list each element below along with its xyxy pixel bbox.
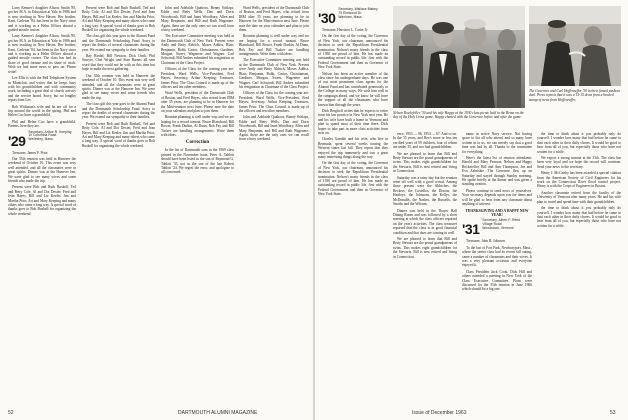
treasurer: Treasurer, James F. Prior	[12, 150, 48, 155]
right-col-4	[537, 132, 621, 400]
right-col-3	[462, 132, 532, 400]
right-running-footer: Issue of December 1963	[412, 410, 467, 416]
closing-line: THANKSGIVING AND A HAPPY NEW YEAR!	[465, 208, 529, 217]
secretary-name: Secretary, Arthur R. Keeping	[28, 129, 72, 134]
paragraph: We are pleased to learn that Bill and Betty Stewart are the proud grandparents of twins. This makes eight grandchildren for the Stewarts. Bill is now retired and living in Connecticut.	[393, 151, 457, 174]
paragraph: Nelson has been an active member of the class since his undergraduate days. He was one of our most prominent class agents for the Alumni Fund and has contributed generously to the College in many ways. We wish him well in the campaign ahead, and we know he will have the support of all the classmates who have known him through the years.	[318, 71, 388, 107]
caption-rockefeller: Nelson Rockefeller '30 and his wife Happy at the 1930 class picnic held in the Bema on the day of the Holy Cross game. Happy chatted with the Governor before and after the game.	[393, 111, 525, 120]
photo-rockefeller-image	[393, 6, 525, 108]
paragraph: Reunion planning is well under way and we are hoping for a record turnout. Bruce Blanchard, Bill Bower, Frank Durkin, Al Dunn, Bob Fay and Bill Tucker are handling arrangements. Write them with ideas.	[239, 34, 309, 57]
paragraph: Larry Kenner's daughter Alison, Smith '85, got her M.A. in Education at Yale in 1986 and is now teaching in New Haven. Her brother, Kent, Carleton '84, has been in the Navy since and is working as a Helm Officer aboard a guided missile cruiser.	[8, 6, 76, 33]
class-heading-29	[8, 131, 76, 149]
treasurer: Treasurer, Harrison L. Carter Jr.	[322, 28, 368, 32]
class-secretary-info	[338, 8, 377, 19]
paragraph: Ward Wells, president of the Dartmouth Club of Boston, and Fred Hayes, who retired from IBM after 35 years, are planning to be in Hanover for the Mini-reunion next June. Please note the date on your calendars and plan to join them.	[161, 91, 234, 113]
photo-pushcut-duel	[529, 6, 621, 86]
left-running-footer: DARTMOUTH ALUMNI MAGAZINE	[178, 410, 258, 416]
paragraph: the time to think about it you probably only do yourself. I wonder how many that had before he came to dust each other in their daily chores. It would be good to hear from all of you, but especially those who have not written for a while.	[537, 206, 621, 228]
correction-text: In the list of Dartmouth sons in the 1969 class printed in the November issue, Peter A. Tablott should have been listed as the son of Raymond G. Tablott '35, not as the son of the late Robert Tablott '24. We regret the error, and apologize to all concerned.	[161, 148, 234, 175]
secretary-address: Village Road	[482, 222, 502, 227]
paragraph: Class President Jack Cook, Dick Hill and others attended a meeting in New York of the Class Executive Committee. Plans were discussed for the 35th reunion in June 1966 which should be a big one.	[462, 269, 532, 292]
paragraph: Dick Berghoff writes that he expects to retire from his law practice in New York next year. He and his wife have built a home in Vermont and plan to spend most of their time there. Dick hopes to take part in more class activities from now on.	[318, 108, 388, 135]
class-year: '31	[462, 221, 480, 238]
secretary-city: Wellesley, Mass.	[28, 137, 54, 142]
secretary-address: 10 Columbia Road	[28, 133, 57, 138]
paragraph: Charles Gamble and his wife, who live in Bermuda, spent several weeks touring the Western states last fall. They report that they enjoyed the trip immensely and saw a great many interesting things along the way.	[318, 137, 388, 159]
paragraph: The Executive Committee meeting was held at the Dartmouth Club of New York. Present were Andy and Betty Aldrich, Moses Addiss, Blair, Benjamin, Bobb, Castor, Christiansen, Gardiner, Morgan, Sweet, Wagenere and Wagner. Carl Schwindt, Bill Andres submitted his resignation as Chairman of the Class Project.	[161, 34, 234, 65]
paragraph: Lee Ellis is with the Bell Telephone System in Montclair, and writes that he keeps busy with his grandchildren and with community work, including a great deal of church activity and the service board. Sorry, but no lengthy report from Lee.	[8, 76, 76, 103]
secretary-name: Secretary, Wallace Blakey	[338, 7, 378, 11]
paragraph: On the first day of the voting, the Governor of New York, our chairman, announced his decision to seek the Republican Presidential nomination. Nelson's many friends in the class of 1930 are proud of him. He has made an outstanding record in public life, first with the Federal Government and then as Governor of New York State.	[318, 161, 388, 197]
paragraph: Ward Wells, president of the Dartmouth Club of Boston, and Fred Hayes, who retired from IBM after 35 years, are planning to be in Hanover for the Mini-reunion next June. Please note the date on your calendars and plan to join them.	[239, 6, 309, 33]
paragraph: John and Adelaide Quaboos, Benny Schlaps, Eddie and Betty Wells, Dan and Doris Woodworth, Bill and Janet Woodbury, Allen and Mary Benjamin, and Bill and Ruth Wagenere. Again, these are the only ones we can recall from a busy weekend.	[161, 6, 234, 33]
class-secretary-info	[28, 131, 71, 142]
paragraph: Dinner was held in the Thayer Hall Dining Room and was followed by a short meeting at which the class officers reported on the year's activities. The class treasurer reported that the class is in good financial condition and that dues are coming in well.	[393, 208, 457, 235]
correction-heading: Correction	[185, 140, 210, 146]
left-page-number: 52	[8, 410, 14, 416]
class-heading-31	[462, 219, 532, 237]
paragraph: We are pleased to learn that Bill and Betty Stewart are the proud grandparents of twins. This makes eight grandchildren for the Stewarts. Bill is now retired and living in Connecticut.	[393, 236, 457, 259]
left-col-3	[161, 6, 234, 400]
left-col-4	[239, 6, 309, 400]
paragraph: John and Adelaide Quaboos, Benny Schlaps, Eddie and Betty Wells, Dan and Doris Woodworth, Bill and Janet Woodbury, Allen and Mary Benjamin, and Bill and Ruth Wagenere. Again, these are the only ones we can recall from a busy weekend.	[239, 115, 309, 142]
right-col-2	[393, 132, 457, 400]
paragraph: Ray Riedel, Bill Newton, Dick Orrik, Phil Sawyer, Chet Wright and Stan Barnes all sent word that they could not be with us this time but hope to make the next gathering.	[82, 54, 155, 72]
paragraph: Present were Bob and Ruth Buskell, Ted and Betty Cole, Al and Dot Dexter, Fred and Jean Hayes, Bill and Liz Keeler, Jim and Martha Prior, Art and Mary Keeping and many others who came a long way. A special word of thanks goes to Bob Buskell for organizing the whole weekend.	[8, 185, 76, 216]
paragraph: Larry Kenner's daughter Alison, Smith '85, got her M.A. in Education at Yale in 1986 and is now teaching in New Haven. Her brother, Kent, Carleton '84, has been in the Navy since and is working as a Helm Officer aboard a guided missile cruiser. The class has had its share of good fortune and its share of trials. Wish we had more news to pass on. Please write!	[8, 34, 76, 74]
paragraph: On the first day of the voting, the Governor of New York, our chairman, announced his decision to seek the Republican Presidential nomination. Nelson's many friends in the class of 1930 are proud of him. He has made an outstanding record in public life, first with the Federal Government and then as Governor of New York State.	[318, 34, 388, 70]
paragraph: Bob Wichman's wife and he are off for a trip around the world in the spring. Phil and Helen Coo have a grandchild.	[8, 104, 76, 118]
paragraph: Please continue to send news of yourselves. Your secretary depends upon you for items and will be glad to hear from any classmate about anything of interest.	[462, 188, 532, 207]
gutter	[313, 0, 315, 420]
secretary-city: Woodstock, Vermont	[482, 225, 514, 230]
paragraph: The class gift this year goes to the Alumni Fund and the Dartmouth Scholarship Fund. Sorry to report the deaths of several classmates during the year. We extend our sympathy to their families.	[82, 34, 155, 52]
class-heading-30	[318, 8, 388, 26]
photo-rockefeller-couple	[393, 6, 525, 108]
paragraph: ence, 1953 — 96, 1954 — 67. And so on. In the 35 years, and Bev's more or less ten verified years of 59 children, four of whom are under 35, and two had grandchildren.	[393, 132, 457, 150]
paragraph: Our 35th reunion was held in Hanover the weekend of October 10. This event was very well attended, and all the classmates were in great spirits. Dinner was at the Hanover Inn. We were glad to see many wives and some friends who made the trip.	[8, 156, 76, 183]
right-page-number: 53	[610, 410, 616, 416]
secretary-name: Secretary, Albert F. Reed	[482, 218, 521, 223]
secretary-city: Wenham, Mass.	[338, 14, 363, 19]
class-year: '29	[8, 132, 26, 149]
paragraph: We expect a strong turnout at the 35th. The class has been very loyal and we hope the record will continue. Send your news to the secretary.	[537, 156, 621, 169]
class-year: '30	[318, 10, 336, 26]
secretary-address: 79 Elmwood Dr.	[338, 10, 363, 15]
paragraph: The class gift this year goes to the Alumni Fund and the Dartmouth Scholarship Fund. Sorry to report the deaths of several classmates during the year. We extend our sympathy to their families.	[82, 102, 155, 120]
paragraph: To the last of Fort Park, Newburyport, Mass., where the senior class had its recent fall outing, came a number of classmates and their wives. It was a very pleasant occasion and everyone enjoyed it.	[462, 245, 532, 268]
treasurer: Treasurer, John R. Johnson	[466, 239, 505, 244]
class-secretary-info	[482, 219, 520, 230]
paragraph: Our 35th reunion was held in Hanover the weekend of October 10. This event was very well attended, and all the classmates were in great spirits. Dinner was at the Hanover Inn. We were glad to see many wives and some friends who made the trip.	[82, 73, 155, 100]
photo-pushcut-image	[529, 6, 621, 86]
paragraph: Phil and Helen Coo have a grandchild. Parents, here they are.	[8, 119, 76, 129]
paragraph: Officers of the Class for the coming year are: President, Ward Wells; Vice-President, Fred Hayes; Secretary, Arthur Keeping; Treasurer, James Prior. The Class Council is made up of the officers and ten other members.	[239, 91, 309, 113]
paragraph: Officers of the Class for the coming year are: President, Ward Wells; Vice-President, Fred Hayes; Secretary, Arthur Keeping; Treasurer, James Prior. The Class Council is made up of the officers and ten other members.	[161, 67, 234, 89]
left-col-1	[8, 6, 76, 400]
paragraph: Here's the latest list of reunion attendants: Harold and Mary Pearson, Nelson and Happy Rockefeller, Bill and Ann Thompson, Joe and Eva Zabriskie. The Governor flew up on Saturday and stayed through Sunday morning. He spoke briefly at the dinner and was given a standing ovation.	[462, 156, 532, 187]
right-col-1	[318, 6, 388, 400]
paragraph: name in active Navy service. Not having space to list all who attend, and so many have written in to us, we can merely say that a good time was had by all. Thanks to the committee for everything.	[462, 132, 532, 154]
paragraph: Present were Bob and Ruth Buskell, Ted and Betty Cole, Al and Dot Dexter, Fred and Jean Hayes, Bill and Liz Keeler, Jim and Martha Prior, Art and Mary Keeping and many others who came a long way. A special word of thanks goes to Bob Buskell for organizing the whole weekend.	[82, 6, 155, 33]
paragraph: Saturday was a rainy day but the reunion went off well with a good crowd. Among those present were the Aldriches, the Beckers, the Costellos, the Dixons, the Hartleys, the Johnsons, the Kellys, the McDonalds, the Nashes, the Russells, the Smiths and the Wilsons.	[393, 175, 457, 207]
paragraph: Present were Bob and Ruth Buskell, Ted and Betty Cole, Al and Dot Dexter, Fred and Jean Hayes, Bill and Liz Keeler, Jim and Martha Prior, Art and Mary Keeping and many others who came a long way. A special word of thanks goes to Bob Buskell for organizing the whole weekend.	[82, 121, 155, 148]
paragraph: Another classmate retired from the faculty of the University of Vermont after many years. He and his wife plan to travel and spend time with their grandchildren.	[537, 190, 621, 204]
left-col-2	[82, 6, 155, 400]
caption-pushcut: The Governor and Carl Hoffenreffer '30 in their famed pushcut duel. Press reports that it was a 15-15 draw from a howled stamp of news from Hoffenreffer.	[529, 89, 620, 102]
paragraph: The Executive Committee meeting was held at the Dartmouth Club of New York. Present were Andy and Betty Aldrich, Moses Addiss, Blair, Benjamin, Bobb, Castor, Christiansen, Gardiner, Morgan, Sweet, Wagenere and Wagner. Carl Schwindt, Bill Andres submitted his resignation as Chairman of the Class Project.	[239, 58, 309, 89]
paragraph: the time to think about it you probably only do yourself. I wonder how many that had before he came to dust each other in their daily chores. It would be good to hear from all of you, but especially those who have not written for a while.	[537, 132, 621, 154]
paragraph: Reunion planning is well under way and we are hoping for a record turnout. Bruce Blanchard, Bill Bower, Frank Durkin, Al Dunn, Bob Fay and Bill Tucker are handling arrangements. Write them with ideas.	[161, 115, 234, 137]
paragraph: Henry J. McCarthy has been awarded a special citation from the American Society of Civil Engineers for his work on the Connecticut River flood control project. Henry is with the Corps of Engineers in Boston.	[537, 171, 621, 189]
